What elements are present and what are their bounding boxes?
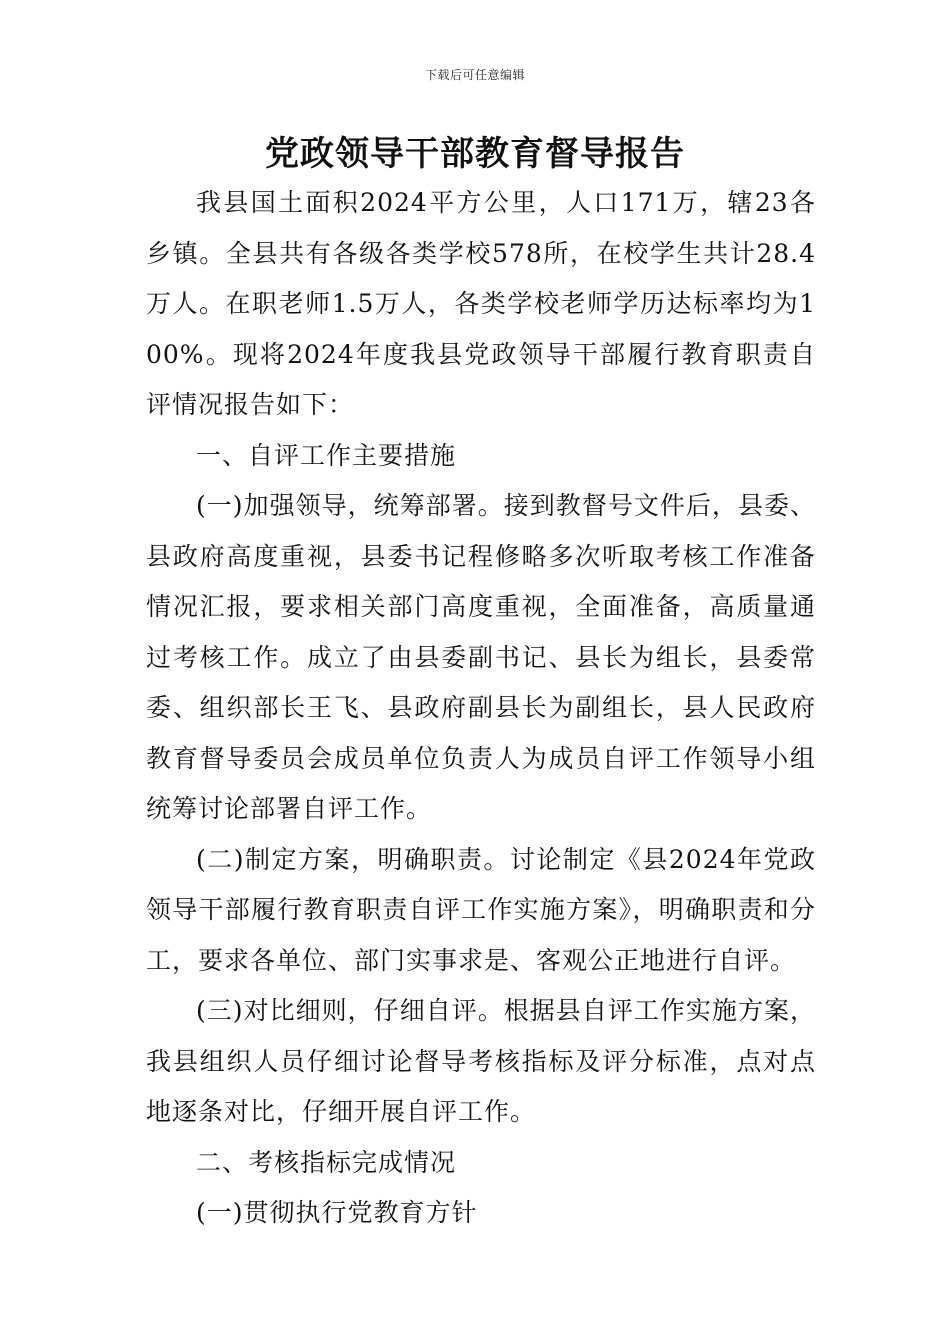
section-heading-1: 一、自评工作主要措施 xyxy=(196,440,457,470)
header-note: 下载后可任意编辑 xyxy=(424,68,525,82)
paragraph-intro: 我县国土面积2024平方公里，人口171万，辖23各乡镇。全县共有各级各类学校578所，在校学生共计28.4万人。在职老师1.5万人，各类学校老师学历达标率均为100%。现将2024年度我县党政领导干部履行教育职责自评情况报告如下： xyxy=(146,188,816,419)
subsection-heading-1: (一)贯彻执行党教育方针 xyxy=(196,1198,478,1227)
section-heading-2: 二、考核指标完成情况 xyxy=(196,1147,457,1177)
paragraph-measure-3: (三)对比细则，仔细自评。根据县自评工作实施方案，我县组织人员仔细讨论督导考核指标及评分标准，点对点地逐条对比，仔细开展自评工作。 xyxy=(146,996,816,1126)
paragraph-measure-2: (二)制定方案，明确职责。讨论制定《县2024年党政领导干部履行教育职责自评工作实施方案》，明确职责和分工，要求各单位、部门实事求是、客观公正地进行自评。 xyxy=(146,844,816,975)
document-body xyxy=(146,178,816,1239)
paragraph-measure-1: (一)加强领导，统筹部署。接到教督号文件后，县委、县政府高度重视，县委书记程修略多次听取考核工作准备情况汇报，要求相关部门高度重视，全面准备，高质量通过考核工作。成立了由县委副书记、县长为组长，县委常委、组织部长王飞、县政府副县长为副组长，县人民政府教育督导委员会成员单位负责人为成员自评工作领导小组统筹讨论部署自评工作。 xyxy=(146,491,816,823)
document-title: 党政领导干部教育督导报告 xyxy=(265,134,685,174)
